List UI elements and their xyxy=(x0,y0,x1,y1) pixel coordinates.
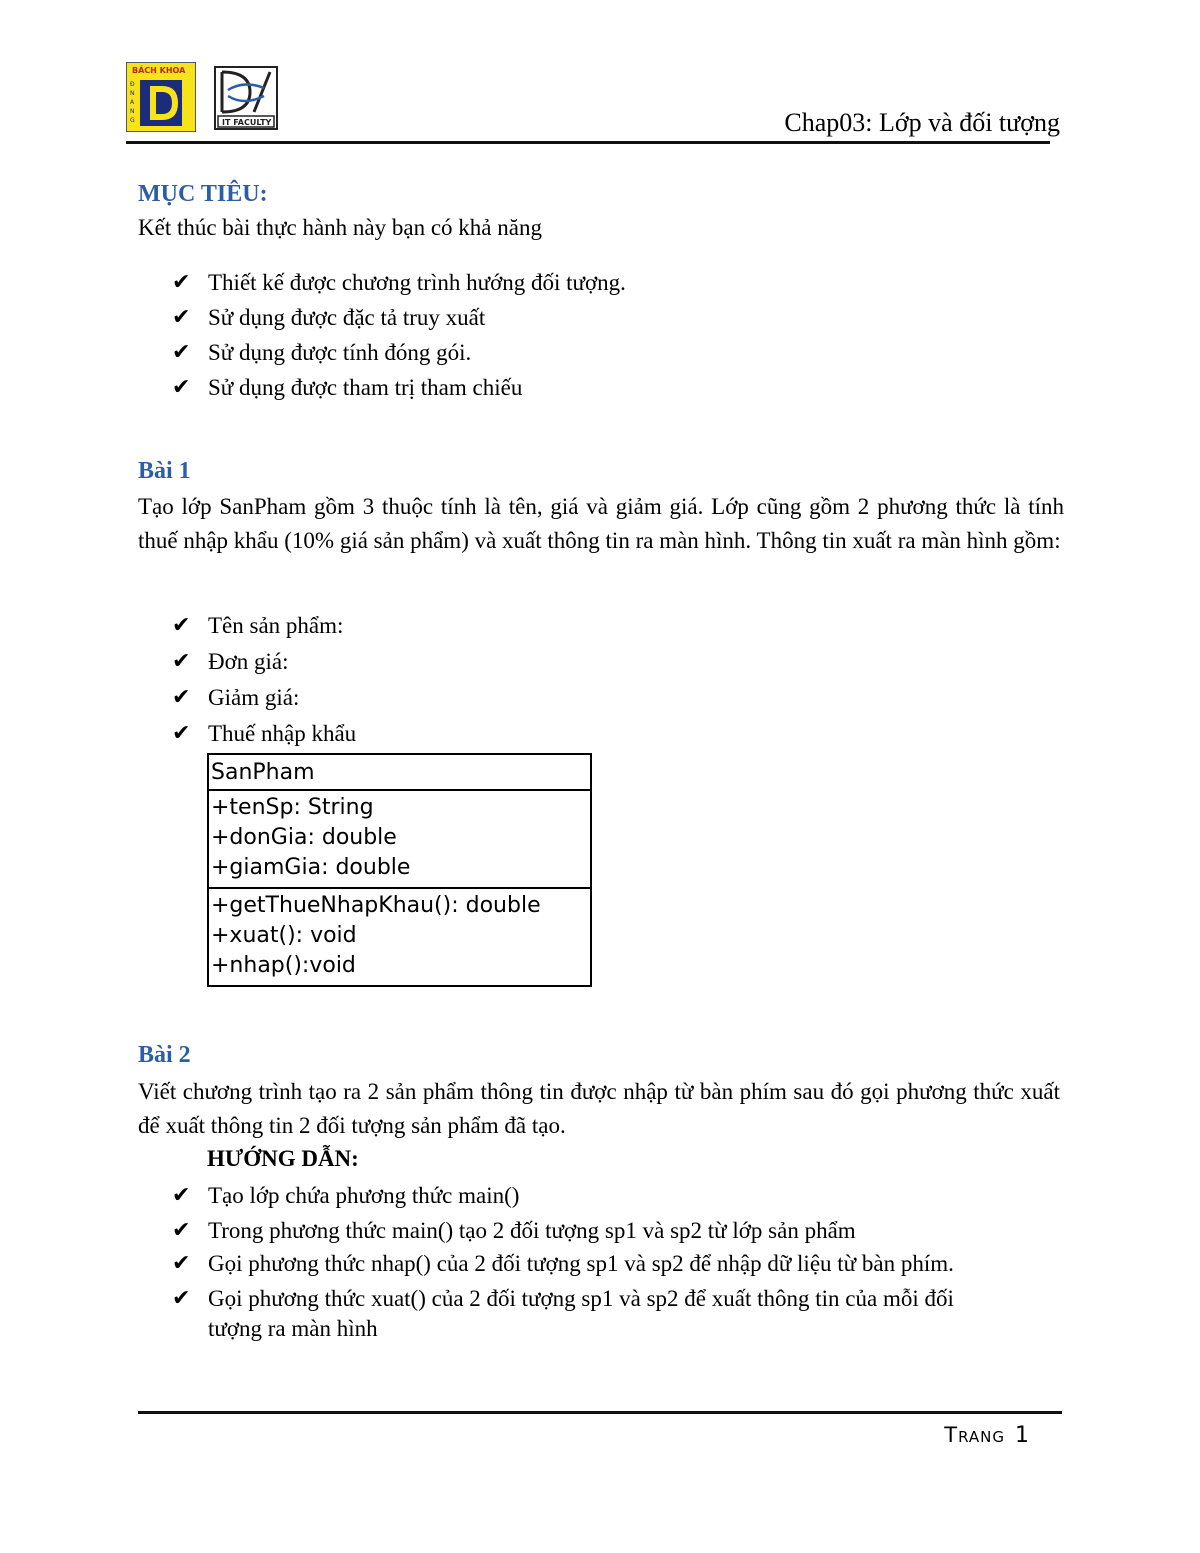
logo-bk-side-1: N xyxy=(130,90,135,97)
uml-attribute: +donGia: double xyxy=(211,825,397,850)
page-number-value: 1 xyxy=(1015,1423,1030,1448)
page-number xyxy=(944,1423,1030,1448)
list-item: ✔ Tên sản phẩm: xyxy=(172,613,344,638)
objectives-intro: Kết thúc bài thực hành này bạn có khả năng xyxy=(138,215,542,240)
logo-bk-text: BÁCH KHOA xyxy=(132,66,186,75)
uml-method: +getThueNhapKhau(): double xyxy=(211,893,541,918)
list-item: ✔ Sử dụng được tham trị tham chiếu xyxy=(172,375,523,400)
checkmark-icon: ✔ xyxy=(172,340,191,365)
checkmark-icon: ✔ xyxy=(172,1218,191,1243)
uml-method: +nhap():void xyxy=(211,953,356,978)
uml-class-diagram xyxy=(207,753,592,987)
list-item: ✔ Đơn giá: xyxy=(172,649,289,674)
checkmark-icon: ✔ xyxy=(172,721,191,746)
list-item: ✔ Gọi phương thức nhap() của 2 đối tượng sp1 và sp2 để nhập dữ liệu từ bàn phím. xyxy=(172,1251,954,1276)
checkmark-icon: ✔ xyxy=(172,685,191,710)
list-item: ✔ Sử dụng được đặc tả truy xuất xyxy=(172,305,486,330)
list-item: ✔ Tạo lớp chứa phương thức main() xyxy=(172,1183,520,1208)
checkmark-icon: ✔ xyxy=(172,305,191,330)
bach-khoa-logo xyxy=(126,62,196,132)
objectives-heading: MỤC TIÊU: xyxy=(138,181,268,207)
uml-methods xyxy=(209,889,590,985)
chapter-title: Chap03: Lớp và đối tượng xyxy=(784,108,1060,137)
list-item: ✔ Sử dụng được tính đóng gói. xyxy=(172,340,472,365)
bai1-output-list xyxy=(172,613,356,757)
list-item: ✔ Gọi phương thức xuat() của 2 đối tượng sp1 và sp2 để xuất thông tin của mỗi đối xyxy=(172,1286,954,1311)
uml-method: +xuat(): void xyxy=(211,923,357,948)
bai2-guide-list xyxy=(172,1183,954,1346)
checkmark-icon: ✔ xyxy=(172,1183,191,1208)
footer-divider xyxy=(138,1411,1062,1414)
logo-it-text: IT FACULTY xyxy=(222,118,272,127)
checkmark-icon: ✔ xyxy=(172,613,191,638)
uml-class-name: SanPham xyxy=(209,755,590,791)
logo-bk-side-3: N xyxy=(130,108,135,115)
bai1-description: Tạo lớp SanPham gồm 3 thuộc tính là tên, giá và giảm giá. Lớp cũng gồm 2 phương thức là tính thuế nhập khẩu (10% giá sản phẩm) và xuất thông tin ra màn hình. Thông tin xuất ra màn hình gồm: xyxy=(138,494,1064,553)
list-item: ✔ Thuế nhập khẩu xyxy=(172,721,357,746)
list-item: ✔ Giảm giá: xyxy=(172,685,300,710)
header-logos xyxy=(126,62,286,134)
logo-bk-side-0: Đ xyxy=(130,81,135,88)
checkmark-icon: ✔ xyxy=(172,270,191,295)
checkmark-icon: ✔ xyxy=(172,1286,191,1311)
list-item: ✔ Trong phương thức main() tạo 2 đối tượng sp1 và sp2 từ lớp sản phẩm xyxy=(172,1218,856,1243)
list-item: ✔ Thiết kế được chương trình hướng đối tượng. xyxy=(172,270,626,295)
it-faculty-logo xyxy=(214,66,278,130)
header-divider xyxy=(126,141,1050,144)
checkmark-icon: ✔ xyxy=(172,649,191,674)
bai2-description: Viết chương trình tạo ra 2 sản phẩm thông tin được nhập từ bàn phím sau đó gọi phương thức xuất để xuất thông tin 2 đối tượng sản phẩm đã tạo. xyxy=(138,1079,1060,1138)
logo-bk-side-4: G xyxy=(130,117,135,124)
logo-bk-side-2: A xyxy=(130,99,135,106)
uml-attribute: +tenSp: String xyxy=(211,795,374,820)
uml-attribute: +giamGia: double xyxy=(211,855,411,880)
bai1-heading: Bài 1 xyxy=(138,458,191,484)
uml-attributes xyxy=(209,791,590,889)
list-item-continuation: tượng ra màn hình xyxy=(208,1316,378,1341)
page-label: Trang xyxy=(944,1423,1005,1447)
bai2-heading: Bài 2 xyxy=(138,1042,191,1068)
objectives-list xyxy=(172,270,626,410)
guide-label: HƯỚNG DẪN: xyxy=(207,1146,359,1171)
checkmark-icon: ✔ xyxy=(172,375,191,400)
checkmark-icon: ✔ xyxy=(172,1251,191,1276)
